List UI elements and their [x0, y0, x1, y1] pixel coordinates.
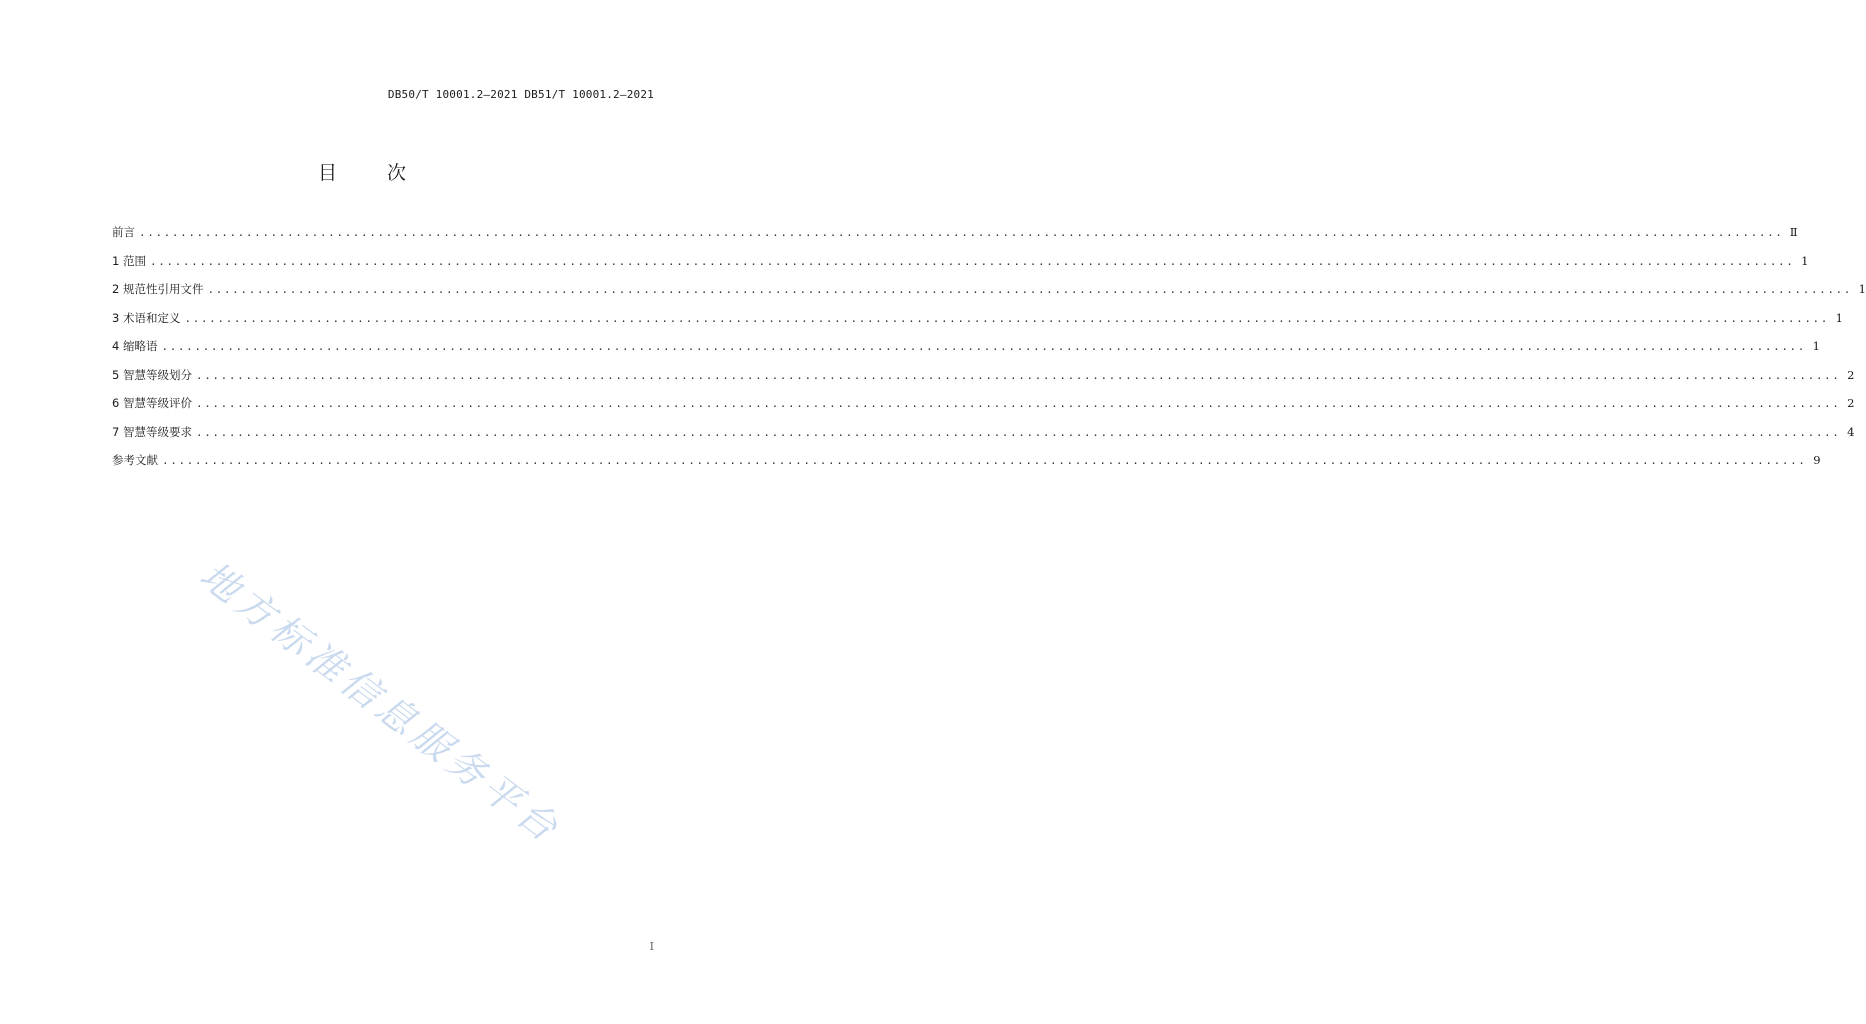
toc-leader-dots: ........................................................................................................................................................................................................ [195, 397, 1841, 410]
page-number: I [649, 940, 654, 953]
toc-leader-dots: ........................................................................................................................................................................................................ [195, 425, 1841, 439]
toc-entry-page: 1 [1812, 339, 1820, 353]
page-title: 目 次 [317, 162, 429, 184]
toc-entry-page: 4 [1847, 424, 1855, 439]
toc-entry-label: 前言 [112, 225, 135, 239]
toc-leader-dots: ........................................................................................................................................................................................................ [184, 311, 1829, 325]
toc-entry-page: 2 [1847, 396, 1855, 410]
toc-entry-abbreviations[interactable] [112, 338, 1820, 367]
watermark: 地方标准信息服务平台 [191, 552, 570, 853]
toc-entry-page: 1 [1801, 253, 1809, 268]
toc-entry-page: 1 [1858, 282, 1866, 296]
toc-entry-terms-definitions[interactable] [112, 310, 1843, 339]
toc-entry-label: 5 智慧等级划分 [112, 367, 192, 382]
toc-entry-bibliography[interactable] [112, 452, 1821, 481]
toc-entry-page: 9 [1813, 453, 1821, 467]
toc-entry-page: 2 [1847, 367, 1855, 382]
toc-entry-scope[interactable] [112, 253, 1809, 282]
toc-entry-normative-references[interactable] [112, 281, 1866, 310]
toc-entry-level-division[interactable] [112, 367, 1855, 396]
standard-code: DB50/T 10001.2—2021 DB51/T 10001.2—2021 [387, 88, 654, 101]
toc-leader-dots: ........................................................................................................................................................................................................ [149, 254, 1795, 268]
toc-entry-page: 1 [1835, 310, 1843, 325]
toc-entry-label: 7 智慧等级要求 [112, 424, 192, 439]
toc-entry-label: 1 范围 [112, 253, 146, 268]
toc-leader-dots: ........................................................................................................................................................................................................ [207, 283, 1852, 296]
toc-entry-label: 4 缩略语 [112, 339, 158, 353]
toc-leader-dots: ........................................................................................................................................................................................................ [161, 340, 1806, 353]
toc-entry-level-requirements[interactable] [112, 424, 1855, 453]
toc-entry-label: 6 智慧等级评价 [112, 396, 192, 410]
toc-entry-page: Ⅱ [1789, 225, 1798, 239]
toc-entry-label: 2 规范性引用文件 [112, 282, 204, 296]
toc-entry-level-evaluation[interactable] [112, 395, 1855, 424]
table-of-contents [112, 224, 1866, 481]
toc-leader-dots: ........................................................................................................................................................................................................ [139, 226, 1784, 239]
toc-leader-dots: ........................................................................................................................................................................................................ [195, 368, 1841, 382]
toc-leader-dots: ........................................................................................................................................................................................................ [162, 454, 1807, 467]
toc-entry-label: 参考文献 [112, 453, 158, 467]
toc-entry-foreword[interactable] [112, 224, 1798, 253]
toc-entry-label: 3 术语和定义 [112, 310, 181, 325]
